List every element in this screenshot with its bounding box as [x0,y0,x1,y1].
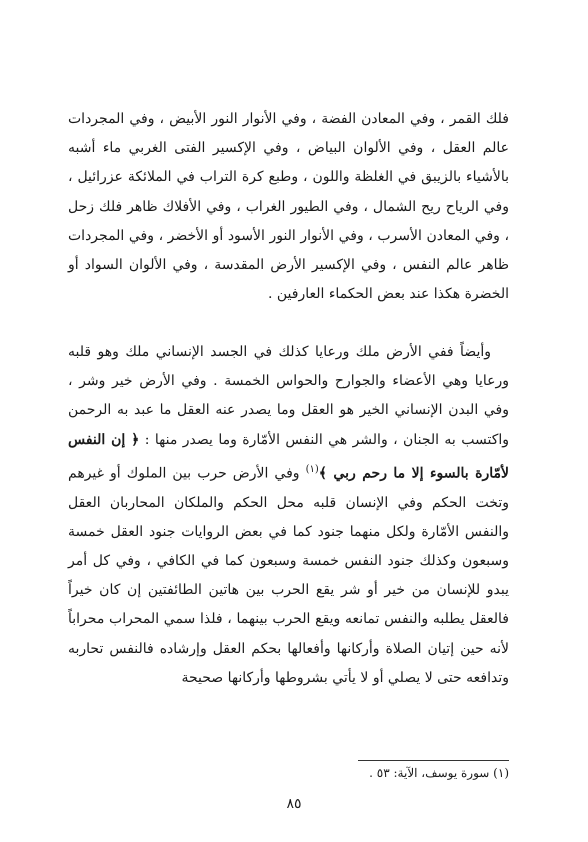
footnote [200,762,509,784]
paragraph-1-text: فلك القمر ، وفي المعادن الفضة ، وفي الأنوار النور الأبيض ، وفي المجردات عالم العقل ، وفي الألوان البياض ، وفي الإكسير الفتى الغربي ماء أشبه بالأشياء بالزيبق في الغلظة واللون ، وطبع كرة التراب في الملائكة عزرائيل ، وفي الرياح ريح الشمال ، وفي الطيور الغراب ، وفي الأفلاك ظاهر فلك زحل ، وفي المعادن الأسرب ، وفي الأنوار النور الأسود أو الأخضر ، وفي المجردات ظاهر عالم النفس ، وفي الإكسير الأرض المقدسة ، وفي الألوان السواد أو الخضرة هكذا عند بعض الحكماء العارفين . [68,111,509,303]
paragraph-2-text-after-verse: وفي الأرض حرب بين الملوك أو غيرهم وتخت الحكم وفي الإنسان قلبه محل الحكم والملكان المحاربان العقل والنفس الأمّارة ولكل منهما جنود كما في بعض الروايات جنود العقل خمسة وسبعون وكذلك جنود النفس خمسة وسبعون كما في الكافي ، وفي كل أمر يبدو للإنسان من خير أو شر يقع الحرب بين هاتين الطائفتين إن كان خيراً فالعقل يطلبه والنفس تمانعه ويقع الحرب بينهما ، فلذا سمي المحراب محراباً لأنه حين إتيان الصلاة وأركانها وأفعالها بحكم العقل وإرشاده فالنفس تحاربه وتدافعه حتى لا يصلي أو لا يأتي بشروطها وأركانها صحيحة [68,465,509,686]
footnote-text: (١) سورة يوسف، الآية: ٥٣ . [369,766,509,780]
footnote-divider [358,760,509,761]
page-number: ٨٥ [286,796,302,812]
footnote-marker: (١) [305,463,319,475]
paragraph-1 [68,105,509,309]
quran-verse: ﴿ إن النفس لأمّارة بالسوء إلا ما رحم ربي ﴾ [68,431,510,482]
paragraph-2 [68,338,509,693]
paragraph-2-body [68,338,509,693]
paragraph-2-text-before-verse: وأيضاً ففي الأرض ملك ورعايا كذلك في الجسد الإنساني ملك وهو قلبه ورعايا وهي الأعضاء والجوارح والحواس الخمسة . وفي الأرض خير وشر ، وفي البدن الإنساني الخير هو العقل وما يصدر عنه العقل ما عبد به الرحمن واكتسب به الجنان ، والشر هي النفس الأمّارة وما يصدر منها : [68,344,510,448]
